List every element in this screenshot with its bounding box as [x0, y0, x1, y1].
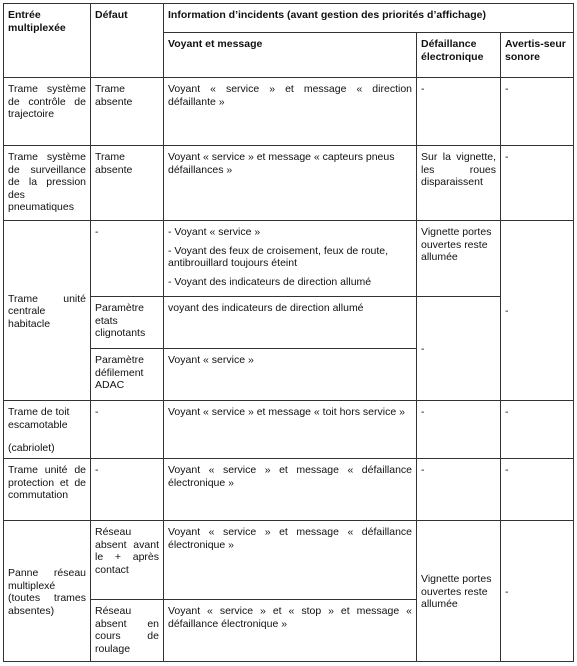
table-row [4, 401, 574, 459]
cell-electronic: Vignette portes ouvertes reste allumée [417, 221, 501, 297]
cell-sound: - [501, 78, 574, 146]
cell-message: Voyant « service » et message « toit hors service » [164, 401, 417, 459]
list-item: - Voyant des indicateurs de direction allumé [168, 275, 372, 288]
cell-sound: - [501, 459, 574, 521]
header-fault: Défaut [91, 4, 164, 78]
cell-fault: Réseau absent avant le + après contact [91, 521, 164, 600]
cell-fault: Trame absente [91, 78, 164, 146]
header-row-1 [4, 4, 574, 33]
header-info: Information d’incidents (avant gestion des priorités d’affichage) [164, 4, 574, 33]
cell-electronic: Vignette portes ouvertes reste allumée [417, 521, 501, 662]
cell-message: Voyant « service » et message « défaillance électronique » [164, 521, 417, 600]
cell-electronic: - [417, 297, 501, 401]
cell-sound: - [501, 521, 574, 662]
cell-fault: - [91, 401, 164, 459]
table-row [4, 459, 574, 521]
cell-fault: - [91, 459, 164, 521]
header-sound: Avertis-seur sonore [501, 33, 574, 78]
cell-input: Trame système de contrôle de trajectoire [4, 78, 91, 146]
input-label: Trame de toit escamotable [8, 406, 70, 431]
cell-message: Voyant « service » et « stop » et message « défaillance électronique » [164, 600, 417, 662]
cell-sound: - [501, 221, 574, 401]
cell-electronic: - [417, 78, 501, 146]
cell-message: Voyant « service » et message « capteurs pneus défaillances » [164, 146, 417, 221]
cell-fault: Trame absente [91, 146, 164, 221]
cell-input: Trame unité centrale habitacle [4, 221, 91, 401]
table-row [4, 521, 574, 600]
cell-sound: - [501, 401, 574, 459]
header-message: Voyant et message [164, 33, 417, 78]
cell-input: Trame unité de protection et de commutation [4, 459, 91, 521]
cell-input [4, 401, 91, 459]
incident-table [3, 3, 574, 662]
table-row [4, 221, 574, 297]
cell-message: voyant des indicateurs de direction allumé [164, 297, 417, 349]
cell-fault: Paramètre etats clignotants [91, 297, 164, 349]
cell-message: Voyant « service » et message « défaillance électronique » [164, 459, 417, 521]
cell-electronic: - [417, 401, 501, 459]
list-item: - Voyant « service » [168, 226, 261, 238]
input-note: (cabriolet) [8, 442, 55, 454]
list-item: - Voyant des feux de croisement, feux de route, antibrouillard toujours éteint [168, 244, 389, 269]
cell-message: Voyant « service » et message « direction défaillante » [164, 78, 417, 146]
cell-sound: - [501, 146, 574, 221]
cell-message [164, 221, 417, 297]
cell-fault: Paramètre défilement ADAC [91, 349, 164, 401]
header-input: Entrée multiplexée [4, 4, 91, 78]
cell-fault: - [91, 221, 164, 297]
message-list [168, 226, 412, 288]
cell-electronic: - [417, 459, 501, 521]
cell-message: Voyant « service » [164, 349, 417, 401]
cell-electronic: Sur la vignette, les roues disparaissent [417, 146, 501, 221]
cell-input: Trame système de surveillance de la pression des pneumatiques [4, 146, 91, 221]
table-row [4, 146, 574, 221]
table-row [4, 78, 574, 146]
cell-fault: Réseau absent en cours de roulage [91, 600, 164, 662]
cell-input: Panne réseau multiplexé (toutes trames absentes) [4, 521, 91, 662]
header-electronic: Défaillance électronique [417, 33, 501, 78]
